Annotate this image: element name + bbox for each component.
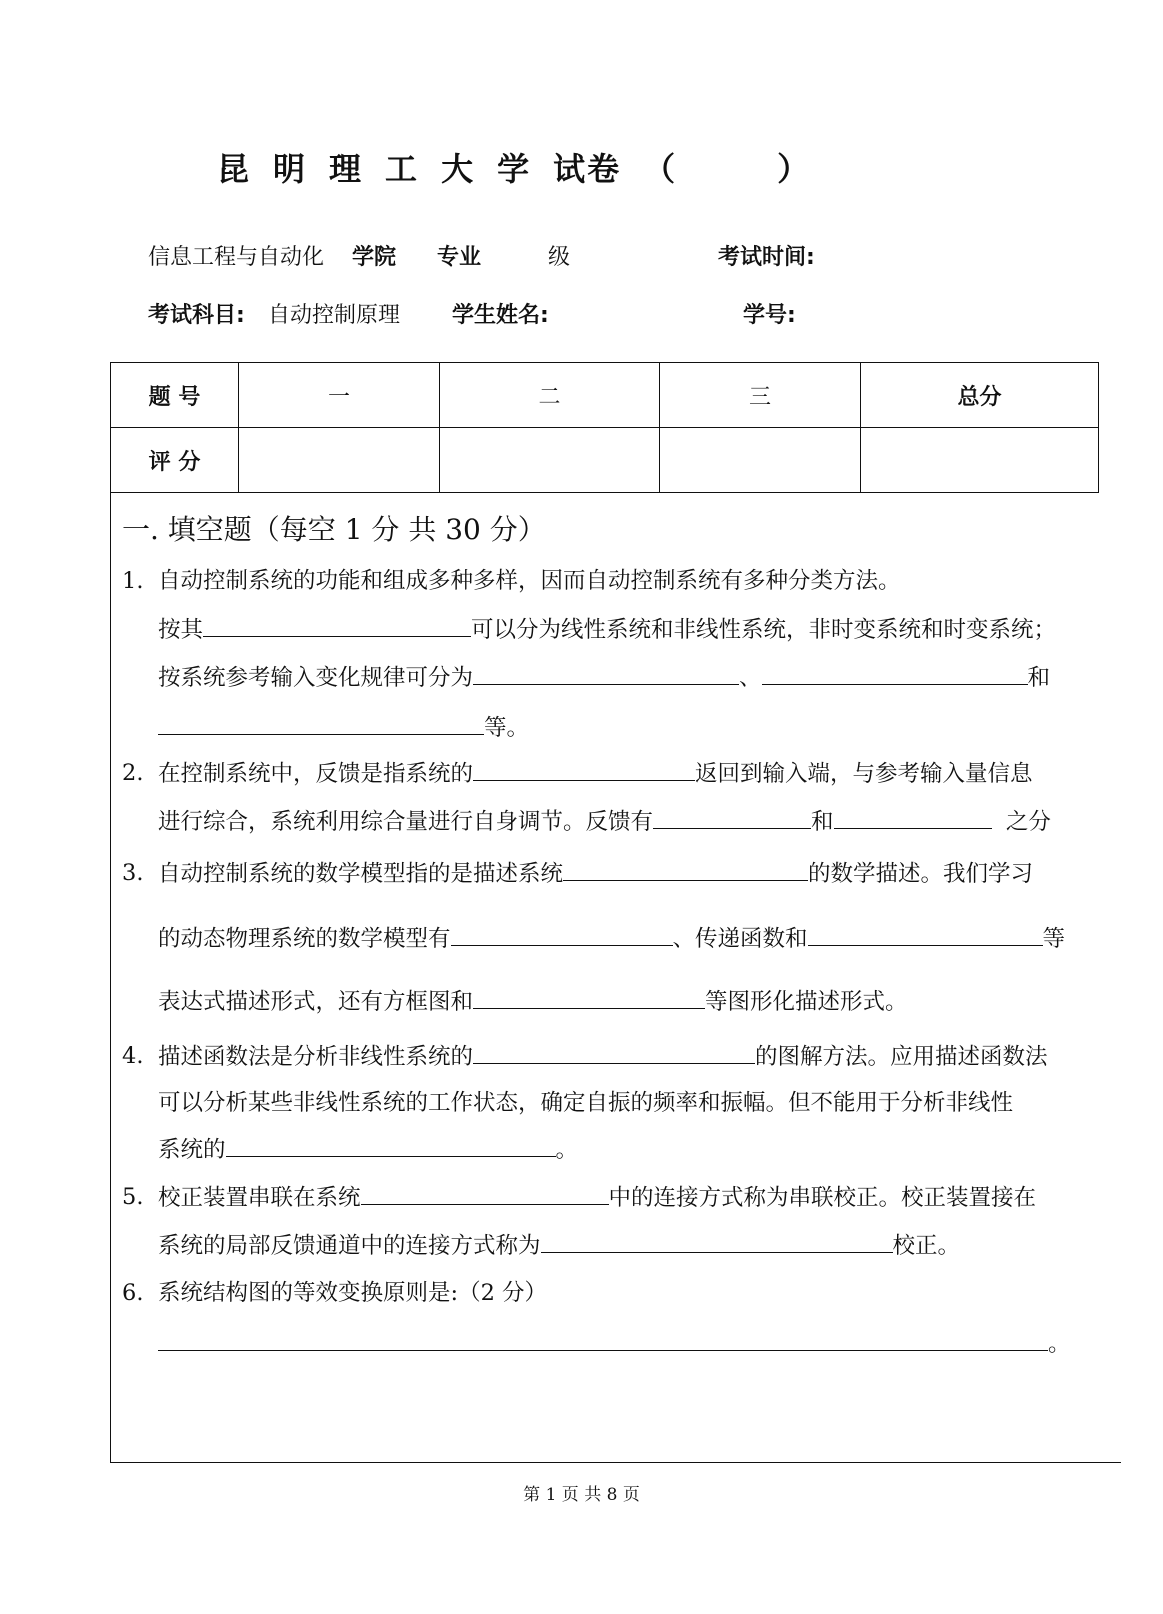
question-number: 2. bbox=[122, 760, 144, 786]
question-line bbox=[158, 806, 1051, 837]
page-number: 第 1 页 共 8 页 bbox=[523, 1485, 640, 1505]
answer-blank[interactable] bbox=[834, 806, 992, 829]
question-text: 。 bbox=[555, 1137, 579, 1163]
table-cell: 三 bbox=[660, 363, 861, 428]
answer-blank[interactable] bbox=[451, 923, 673, 946]
question-number: 1. bbox=[122, 568, 144, 594]
answer-blank[interactable] bbox=[203, 614, 471, 637]
question-text: 的动态物理系统的数学模型有 bbox=[158, 926, 451, 952]
question-text: 按其 bbox=[158, 617, 204, 643]
question-text: 返回到输入端，与参考输入量信息 bbox=[695, 761, 1033, 787]
question-text: 表达式描述形式，还有方框图和 bbox=[158, 989, 474, 1015]
score-entry-cell bbox=[660, 428, 861, 493]
question-line bbox=[158, 662, 1050, 693]
question-line bbox=[158, 858, 1033, 889]
question-text: 中的连接方式称为串联校正。校正装置接在 bbox=[608, 1185, 1037, 1211]
question-line bbox=[158, 712, 529, 743]
question-line bbox=[158, 758, 1033, 789]
question-line bbox=[158, 1182, 1036, 1213]
question-text: 、传递函数和 bbox=[672, 926, 808, 952]
question-text: 可以分为线性系统和非线性系统，非时变系统和时变系统； bbox=[471, 617, 1057, 643]
question-text: 之分 bbox=[1005, 809, 1051, 835]
question-text: 、 bbox=[739, 665, 762, 691]
question-line bbox=[158, 1041, 1048, 1072]
question-line bbox=[158, 1230, 960, 1261]
question-line bbox=[158, 614, 1056, 645]
question-number: 4. bbox=[122, 1043, 144, 1069]
question-text: 等。 bbox=[484, 715, 530, 741]
subject-value: 自动控制原理 bbox=[268, 303, 401, 328]
answer-blank[interactable] bbox=[473, 758, 695, 781]
question-text: 描述函数法是分析非线性系统的 bbox=[158, 1044, 474, 1070]
table-row bbox=[111, 363, 1099, 428]
question-number: 3. bbox=[122, 860, 144, 886]
table-cell: 评 分 bbox=[111, 428, 239, 493]
title-char: 工 bbox=[385, 150, 420, 188]
question-text: 校正装置串联在系统 bbox=[158, 1185, 361, 1211]
title-char: 学 bbox=[497, 150, 532, 188]
question-text: 进行综合，系统利用综合量进行自身调节。反馈有 bbox=[158, 809, 654, 835]
table-cell: 总分 bbox=[861, 363, 1099, 428]
answer-blank[interactable] bbox=[541, 1230, 893, 1253]
question-text: 。 bbox=[1048, 1331, 1071, 1357]
answer-blank[interactable] bbox=[762, 662, 1028, 685]
score-entry-cell bbox=[861, 428, 1099, 493]
score-entry-cell bbox=[440, 428, 660, 493]
title-char: 大 bbox=[441, 150, 476, 188]
table-cell: 一 bbox=[239, 363, 440, 428]
title-char: 理 bbox=[329, 150, 364, 188]
major-label: 专业 bbox=[437, 245, 482, 270]
title-char: 昆 bbox=[217, 150, 252, 188]
table-cell: 题 号 bbox=[111, 363, 239, 428]
answer-blank[interactable] bbox=[473, 1041, 755, 1064]
question-text: 系统的局部反馈通道中的连接方式称为 bbox=[158, 1233, 541, 1259]
question-line bbox=[158, 986, 908, 1017]
question-text: 和 bbox=[811, 809, 834, 835]
question-text: 的图解方法。应用描述函数法 bbox=[755, 1044, 1048, 1070]
answer-blank[interactable] bbox=[158, 1328, 1048, 1351]
exam-title bbox=[217, 144, 833, 190]
answer-blank[interactable] bbox=[158, 712, 484, 735]
question-text: 可以分析某些非线性系统的工作状态，确定自振的频率和振幅。但不能用于分析非线性 bbox=[158, 1090, 1014, 1116]
exam-time-label: 考试时间: bbox=[718, 245, 815, 270]
question-text: 和 bbox=[1027, 665, 1051, 691]
answer-blank[interactable] bbox=[563, 858, 808, 881]
question-number: 6. bbox=[122, 1280, 144, 1306]
question-number: 5. bbox=[122, 1184, 144, 1210]
student-id-label: 学号: bbox=[743, 303, 796, 328]
question-text: 的数学描述。我们学习 bbox=[808, 861, 1034, 887]
question-text: 自动控制系统的数学模型指的是描述系统 bbox=[158, 861, 564, 887]
answer-blank[interactable] bbox=[473, 986, 705, 1009]
answer-blank[interactable] bbox=[226, 1134, 556, 1157]
subject-label: 考试科目: bbox=[148, 303, 245, 328]
answer-blank[interactable] bbox=[361, 1182, 609, 1205]
title-paren-open: （ bbox=[643, 150, 678, 188]
score-table bbox=[110, 362, 1099, 493]
score-entry-cell bbox=[239, 428, 440, 493]
title-char: 试卷 bbox=[553, 150, 622, 188]
question-text: 系统的 bbox=[158, 1137, 226, 1163]
title-paren-close: ） bbox=[777, 150, 812, 188]
answer-blank[interactable] bbox=[653, 806, 811, 829]
table-row bbox=[111, 428, 1099, 493]
question-text: 系统结构图的等效变换原则是:（2 分） bbox=[158, 1280, 548, 1306]
college-label: 学院 bbox=[352, 245, 397, 270]
student-name-label: 学生姓名: bbox=[452, 303, 549, 328]
grade-label: 级 bbox=[548, 245, 571, 270]
question-text: 校正。 bbox=[892, 1233, 961, 1259]
question-text: 等图形化描述形式。 bbox=[705, 989, 908, 1015]
table-cell: 二 bbox=[440, 363, 660, 428]
section-title: 一. 填空题（每空 1 分 共 30 分） bbox=[122, 513, 546, 546]
answer-blank[interactable] bbox=[473, 662, 739, 685]
question-text: 等 bbox=[1042, 926, 1066, 952]
question-line bbox=[158, 1134, 578, 1165]
question-line bbox=[158, 923, 1065, 954]
college-value: 信息工程与自动化 bbox=[148, 245, 325, 270]
answer-blank[interactable] bbox=[808, 923, 1043, 946]
title-char: 明 bbox=[273, 150, 308, 188]
question-line bbox=[158, 1328, 1071, 1359]
question-text: 按系统参考输入变化规律可分为 bbox=[158, 665, 474, 691]
question-text: 自动控制系统的功能和组成多种多样，因而自动控制系统有多种分类方法。 bbox=[158, 568, 901, 594]
question-text: 在控制系统中，反馈是指系统的 bbox=[158, 761, 474, 787]
